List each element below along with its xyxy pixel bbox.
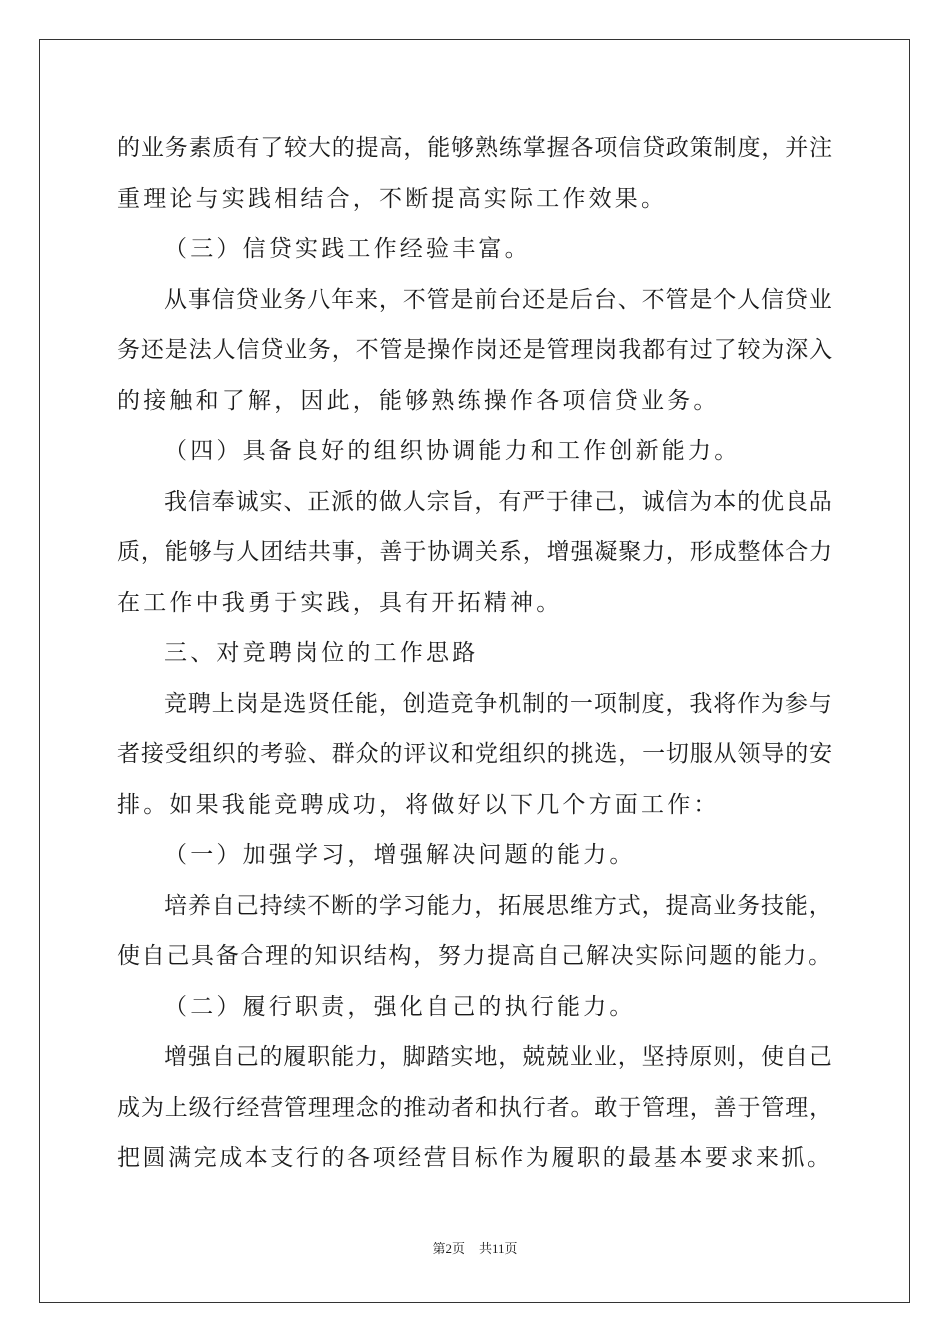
text-line: 务还是法人信贷业务，不管是操作岗还是管理岗我都有过了较为深入 xyxy=(117,337,833,363)
text-line: 的接触和了解，因此，能够熟练操作各项信贷业务。 xyxy=(117,388,720,414)
text-line: 重理论与实践相结合，不断提高实际工作效果。 xyxy=(117,186,668,212)
section-heading: （二）履行职责，强化自己的执行能力。 xyxy=(164,994,636,1020)
section-heading: （三）信贷实践工作经验丰富。 xyxy=(164,236,531,262)
text-line: 使自己具备合理的知识结构，努力提高自己解决实际问题的能力。 xyxy=(117,943,833,969)
text-line: 的业务素质有了较大的提高，能够熟练掌握各项信贷政策制度，并注 xyxy=(117,135,833,161)
text-line: 在工作中我勇于实践，具有开拓精神。 xyxy=(117,590,563,616)
page-footer xyxy=(0,1241,950,1257)
section-heading: （四）具备良好的组织协调能力和工作创新能力。 xyxy=(164,438,741,464)
text-line: 培养自己持续不断的学习能力，拓展思维方式，提高业务技能， xyxy=(164,893,833,919)
text-line: 从事信贷业务八年来，不管是前台还是后台、不管是个人信贷业 xyxy=(164,287,833,313)
text-line: 排。如果我能竞聘成功，将做好以下几个方面工作： xyxy=(117,792,720,818)
text-line: 质，能够与人团结共事，善于协调关系，增强凝聚力，形成整体合力 xyxy=(117,539,833,565)
text-line: 者接受组织的考验、群众的评议和党组织的挑选，一切服从领导的安 xyxy=(117,741,833,767)
section-heading: （一）加强学习，增强解决问题的能力。 xyxy=(164,842,636,868)
section-heading: 三、对竞聘岗位的工作思路 xyxy=(164,640,479,666)
text-line: 竞聘上岗是选贤任能，创造竞争机制的一项制度，我将作为参与 xyxy=(164,691,833,717)
total-pages: 共11页 xyxy=(478,1241,518,1256)
text-line: 我信奉诚实、正派的做人宗旨，有严于律己，诚信为本的优良品 xyxy=(164,489,833,515)
page-number: 第2页 xyxy=(432,1241,465,1256)
text-line: 把圆满完成本支行的各项经营目标作为履职的最基本要求来抓。 xyxy=(117,1145,833,1171)
text-line: 成为上级行经营管理理念的推动者和执行者。敢于管理，善于管理， xyxy=(117,1095,833,1121)
text-line: 增强自己的履职能力，脚踏实地，兢兢业业，坚持原则，使自己 xyxy=(164,1044,833,1070)
